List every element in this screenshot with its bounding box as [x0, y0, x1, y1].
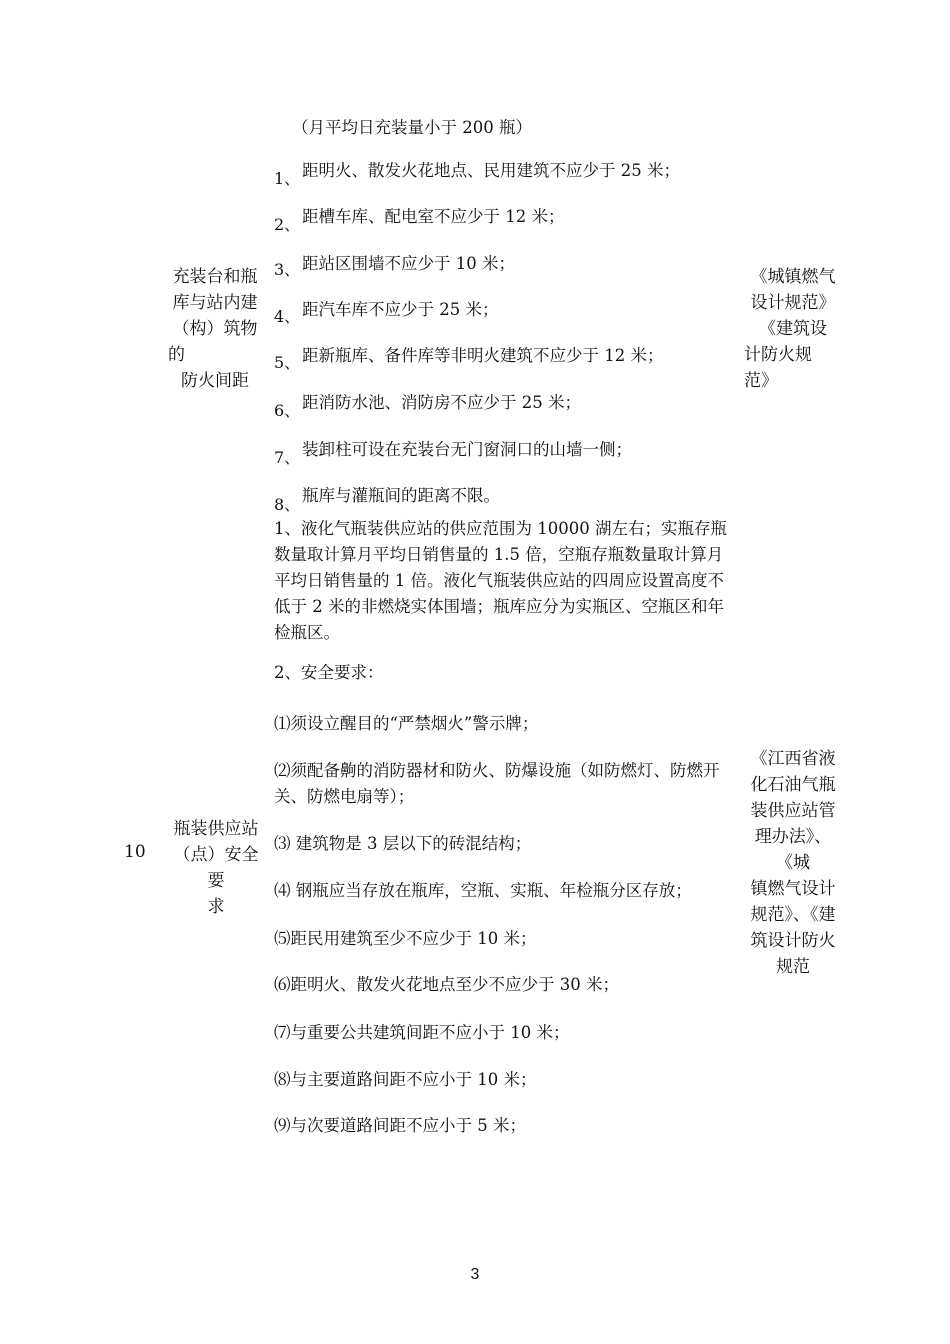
category-line: 要 — [207, 871, 225, 891]
reference-line: 装供应站管 — [750, 801, 836, 821]
reference-line: 《建筑设 — [759, 319, 827, 339]
reference-line: 《城镇燃气 — [750, 267, 836, 287]
item-number: 6、 — [274, 401, 301, 420]
item-text: 瓶库与灌瓶间的距离不限。 — [302, 486, 500, 505]
category-line: 瓶装供应站 — [173, 819, 259, 839]
capacity-note: （月平均日充装量小于 200 瓶） — [292, 118, 532, 137]
reference-line: 设计规范》 — [750, 293, 836, 313]
list-item: ⑵须配备齁的消防器材和防火、防爆设施（如防燃灯、防燃开关、防燃电扇等）； — [274, 761, 720, 806]
category-fire-spacing — [160, 264, 270, 394]
reference-line: 计防火规 — [744, 345, 812, 365]
reference-line: 范》 — [744, 371, 778, 391]
reference-line: 规范 — [776, 957, 810, 977]
reference-line: 《城 — [776, 853, 810, 873]
reference-line: 筑设计防火 — [750, 931, 836, 951]
list-item: ⑷ 钢瓶应当存放在瓶库，空瓶、实瓶、年检瓶分区存放； — [274, 881, 692, 900]
list-item: ⑻与主要道路间距不应小于 10 米； — [274, 1070, 537, 1089]
item-number: 2、 — [274, 215, 301, 234]
reference-standards-1 — [738, 264, 848, 394]
supply-range-paragraph: 1、液化气瓶装供应站的供应范围为 10000 湖左右；实瓶存瓶数量取计算月平均日销售量的 1.5 倍，空瓶存瓶数量取计算月平均日销售量的 1 倍。液化气瓶装供应站的四周应设置高度不低于 2 米的非燃烧实体围墙；瓶库应分为实瓶区、空瓶区和年检瓶区。 — [274, 519, 727, 642]
category-line: （点）安全 — [173, 845, 259, 865]
list-item: ⑴须设立醒目的“严禁烟火”警示牌； — [274, 714, 539, 733]
item-number: 3、 — [274, 260, 301, 279]
item-number: 4、 — [274, 307, 301, 326]
item-number: 7、 — [274, 448, 301, 467]
category-line: 求 — [207, 897, 225, 917]
reference-line: 理办法》、 — [754, 827, 832, 847]
item-text: 距汽车库不应少于 25 米； — [302, 300, 499, 319]
category-line: 防火间距 — [181, 371, 249, 391]
safety-requirements-title: 2、安全要求： — [274, 663, 384, 682]
list-item: ⑹距明火、散发火花地点至少不应少于 30 米； — [274, 975, 619, 994]
row-number: 10 — [124, 842, 146, 862]
page-number: 3 — [470, 1266, 480, 1283]
list-item: ⑼与次要道路间距不应小于 5 米； — [274, 1116, 526, 1135]
item-text: 距槽车库、配电室不应少于 12 米； — [302, 207, 565, 226]
reference-line: 化石油气瓶 — [750, 775, 836, 795]
reference-line: 镇燃气设计 — [750, 879, 836, 899]
item-text: 距明火、散发火花地点、民用建筑不应少于 25 米； — [302, 161, 680, 180]
list-item: ⑺与重要公共建筑间距不应小于 10 米； — [274, 1023, 570, 1042]
item-number: 1、 — [274, 169, 301, 188]
item-text: 距消防水池、消防房不应少于 25 米； — [302, 393, 581, 412]
list-item: ⑶ 建筑物是 3 层以下的砖混结构； — [274, 834, 532, 853]
category-line: （构）筑物 — [172, 319, 258, 339]
item-text: 距新瓶库、备件库等非明火建筑不应少于 12 米； — [302, 346, 664, 365]
item-number: 5、 — [274, 353, 301, 372]
item-number: 8、 — [274, 495, 301, 514]
item-text: 装卸柱可设在充装台无门窗洞口的山墙一侧； — [302, 440, 632, 459]
reference-line: 《江西省液 — [750, 749, 836, 769]
category-bottled-station — [160, 816, 272, 920]
reference-line: 规范》、《建 — [750, 905, 836, 925]
category-line: 充装台和瓶 — [172, 267, 258, 287]
item-text: 距站区围墙不应少于 10 米； — [302, 254, 515, 273]
reference-standards-2 — [735, 746, 851, 980]
category-line: 的 — [168, 345, 185, 365]
category-line: 库与站内建 — [172, 293, 258, 313]
list-item: ⑸距民用建筑至少不应少于 10 米； — [274, 929, 537, 948]
